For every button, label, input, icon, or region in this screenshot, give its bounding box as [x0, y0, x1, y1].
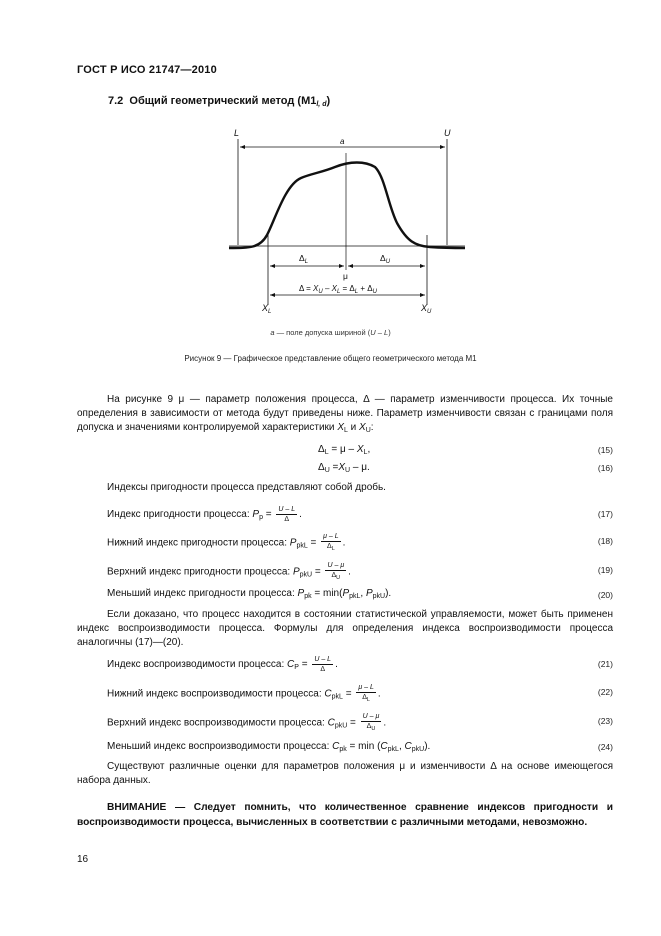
formula-15-number: (15) — [597, 445, 613, 455]
section-subscript: l, d — [316, 101, 327, 108]
note-letter: a — [270, 328, 275, 337]
warning-note: ВНИМАНИЕ — Следует помнить, что количественное сравнение индексов пригодности и воспроизводимости процесса, вычисленных в соответствии с различными методами, невозможно. — [77, 802, 613, 828]
note-close: ) — [388, 328, 391, 337]
label-U: U — [444, 128, 451, 138]
label-mu: μ — [343, 271, 348, 281]
label-xl: $X_L$ — [262, 303, 272, 315]
formula-21: Индекс воспроизводимости процесса: $C_P$ = $\frac{U - L}{\Delta}$ . — [107, 656, 338, 673]
section-title: Общий геометрический метод (М1 — [129, 95, 317, 107]
figure-note — [0, 328, 661, 337]
document-header: ГОСТ Р ИСО 21747—2010 — [77, 64, 217, 76]
formula-22-number: (22) — [597, 687, 613, 697]
formula-19: Верхний индекс пригодности процесса: $P_{pkU}$ = $\frac{U - \mu}{\Delta_U}$ . — [107, 562, 351, 581]
formula-23-number: (23) — [597, 716, 613, 726]
formula-23: Верхний индекс воспроизводимости процесса: $C_{pkU}$ = $\frac{U - \mu}{\Delta_U}$ . — [107, 713, 387, 732]
note-expression: U – L — [370, 328, 389, 337]
label-delta-l: $\Delta_L$ — [299, 253, 309, 265]
label-a: a — [340, 137, 345, 146]
distribution-curve — [229, 163, 465, 249]
formula-20-number: (20) — [597, 590, 613, 600]
paragraph-1: На рисунке 9 μ — параметр положения процесса, Δ — параметр изменчивости процесса. Их точные определения в зависимости от метода будут приведены ниже. Параметр изменчивости связан с границами поля допуска и значениями контролируемой характеристики $X_L$ и $X_U$: — [77, 394, 613, 434]
formula-15: $\Delta_L = \mu - X_L$, — [318, 444, 371, 456]
figure-caption: Рисунок 9 — Графическое представление общего геометрического метода М1 — [184, 354, 477, 363]
paragraph-3: Если доказано, что процесс находится в состоянии статистической управляемости, может быть применен индекс воспроизводимости процесса. Формулы для определения индекса воспроизводимости процесса аналогичны (17)—(20). — [77, 609, 613, 648]
formula-17-number: (17) — [597, 509, 613, 519]
formula-19-number: (19) — [597, 565, 613, 575]
label-L: L — [234, 128, 240, 138]
paragraph-4: Существуют различные оценки для параметров положения μ и изменчивости Δ на основе имеющегося набора данных. — [77, 761, 613, 786]
formula-20: Меньший индекс пригодности процесса: $P_{pk} = \min(P_{pkL}$, $P_{pkU}$). — [107, 588, 392, 600]
formula-17: Индекс пригодности процесса: $P_p$ = $\frac{U - L}{\Delta}$ . — [107, 506, 302, 523]
delta-equation: $\Delta = X_U - X_L = \Delta_L + \Delta_U$ — [299, 284, 377, 295]
formula-24: Меньший индекс воспроизводимости процесса: $C_{pk} = \min (C_{pkL}$, $C_{pkU}$). — [107, 741, 431, 753]
section-close: ) — [326, 95, 331, 107]
formula-18-number: (18) — [597, 536, 613, 546]
label-delta-u: $\Delta_U$ — [380, 253, 391, 265]
formula-24-number: (24) — [597, 742, 613, 752]
formula-16-number: (16) — [597, 463, 613, 473]
geometric-method-figure — [225, 125, 475, 325]
formula-22: Нижний индекс воспроизводимости процесса: $C_{pkL}$ = $\frac{\mu - L}{\Delta_L}$ . — [107, 684, 381, 703]
paragraph-1-text: На рисунке 9 μ — параметр положения процесса, Δ — параметр изменчивости процесса. Их точные определения в зависимости от метода будут приведены ниже. Параметр изменчивости связан с границами поля допуска и значениями контролируемой характеристики — [77, 394, 613, 433]
formula-16: $\Delta_U =X_U - \mu$. — [318, 462, 370, 474]
formula-21-number: (21) — [597, 659, 613, 669]
sentence-fraction: Индексы пригодности процесса представляют собой дробь. — [107, 482, 386, 493]
note-text: — поле допуска шириной ( — [276, 328, 371, 337]
section-heading — [108, 95, 330, 108]
formula-18: Нижний индекс пригодности процесса: $P_{pkL}$ = $\frac{\mu - L}{\Delta_L}$ . — [107, 533, 346, 552]
page-number: 16 — [77, 854, 89, 865]
section-number: 7.2 — [108, 95, 124, 107]
label-xu: $X_U$ — [421, 303, 432, 315]
